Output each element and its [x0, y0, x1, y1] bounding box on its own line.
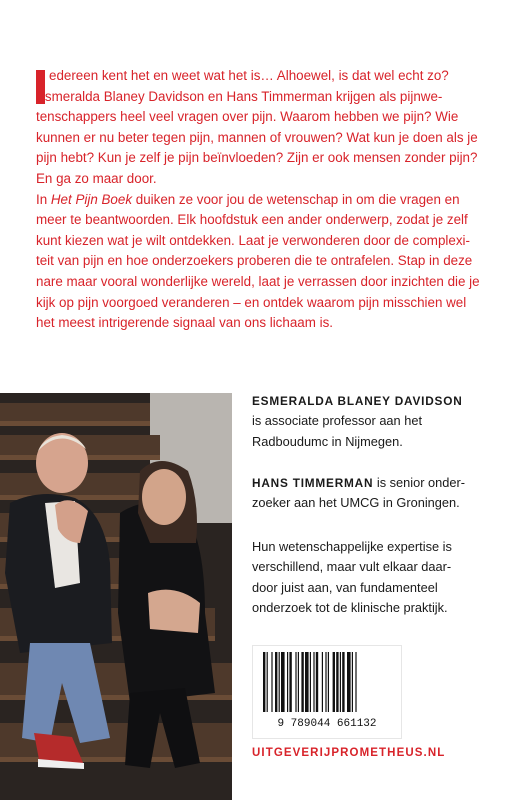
barcode-stripe [347, 652, 351, 712]
blurb-line: edereen kent het en weet wat het is… Alhoewel, is dat wel echt zo? [49, 68, 449, 83]
barcode-bars [253, 646, 401, 716]
back-cover-blurb [36, 66, 486, 334]
barcode-stripe [322, 652, 323, 712]
barcode-stripe [279, 652, 280, 712]
isbn-number: 9 789044 661132 [277, 718, 377, 730]
barcode-stripe [316, 652, 318, 712]
blurb-line [36, 190, 486, 211]
barcode-stripe [275, 652, 277, 712]
barcode-stripe [355, 652, 356, 712]
barcode-stripe [301, 652, 303, 712]
author-photo [0, 393, 232, 800]
author2-bio-line: zoeker aan het UMCG in Groningen. [252, 495, 460, 511]
barcode-stripe [289, 652, 291, 712]
blurb-line: En ga zo maar door. [36, 170, 157, 186]
barcode-stripe [295, 652, 296, 712]
blurb-prefix: In [36, 191, 51, 207]
barcode-stripe [267, 652, 268, 712]
shared-bio [252, 537, 492, 619]
author2-name: HANS TIMMERMAN [252, 476, 374, 490]
blurb-line: het meest intrigerende signaal van ons lichaam is. [36, 315, 333, 331]
barcode-stripe [342, 652, 344, 712]
barcode-stripe [305, 652, 309, 712]
blurb-line: meer te beantwoorden. Elk hoofdstuk een ander onderwerp, zodat je zelf [36, 212, 468, 228]
shared-bio-line: door juist aan, van fundamenteel [252, 579, 438, 595]
barcode-stripe [281, 652, 285, 712]
barcode-stripe [340, 652, 341, 712]
blurb-line: kunnen er nu beter tegen pijn, mannen of vrouwen? Wat kun je doen als je [36, 129, 478, 145]
blurb-line: kijk op pijn voorgoed veranderen – en ontdek waarom pijn misschien wel [36, 294, 467, 310]
author2-bio-line [252, 473, 492, 493]
author1-bio [252, 391, 492, 452]
shared-bio-line: onderzoek tot de klinische praktijk. [252, 600, 448, 616]
blurb-line: pijn hebt? Kun je zelf je pijn beïnvloeden? Zijn er ook mensen zonder pijn? [36, 150, 478, 166]
publisher-url[interactable]: UITGEVERIJPROMETHEUS.NL [252, 747, 446, 759]
blurb-line: Esmeralda Blaney Davidson en Hans Timmerman krijgen als pijnwe- [36, 88, 443, 104]
shared-bio-line: Hun wetenschappelijke expertise is [252, 539, 452, 554]
barcode-stripe [325, 652, 326, 712]
barcode-stripe [271, 652, 272, 712]
barcode-stripe [310, 652, 311, 712]
book-title: Het Pijn Boek [50, 191, 133, 207]
author2-bio [252, 473, 492, 514]
barcode-stripe [352, 652, 353, 712]
barcode-stripe [336, 652, 338, 712]
barcode-stripe [328, 652, 329, 712]
barcode-stripe [298, 652, 299, 712]
barcode-stripe [313, 652, 314, 712]
shared-bio-line: verschillend, maar vult elkaar daar- [252, 559, 452, 575]
author1-name: ESMERALDA BLANEY DAVIDSON [252, 394, 463, 408]
author1-bio-line: Radboudumc in Nijmegen. [252, 433, 403, 449]
blurb-text: duiken ze voor jou de wetenschap in om die vragen en [132, 191, 460, 207]
barcode-stripe [287, 652, 288, 712]
blurb-line: tenschappers heel veel vragen over pijn. Waarom hebben we pijn? Wie [36, 109, 459, 125]
author1-bio-line: is associate professor aan het [252, 413, 423, 429]
blurb-line: teit van pijn en hoe onderzoekers proberen die te ontrafelen. Stap in deze [36, 253, 473, 269]
blurb-line: kunt kiezen wat je wilt ontdekken. Laat je verwonderen door de complexi- [36, 232, 470, 248]
barcode-stripe [333, 652, 335, 712]
barcode-stripe [263, 652, 265, 712]
author2-bio-text: is senior onder- [373, 475, 466, 490]
isbn-barcode [252, 645, 402, 739]
blurb-line: nare maar vooral wonderlijke wereld, laat je verrassen door inzichten die je [36, 273, 480, 289]
